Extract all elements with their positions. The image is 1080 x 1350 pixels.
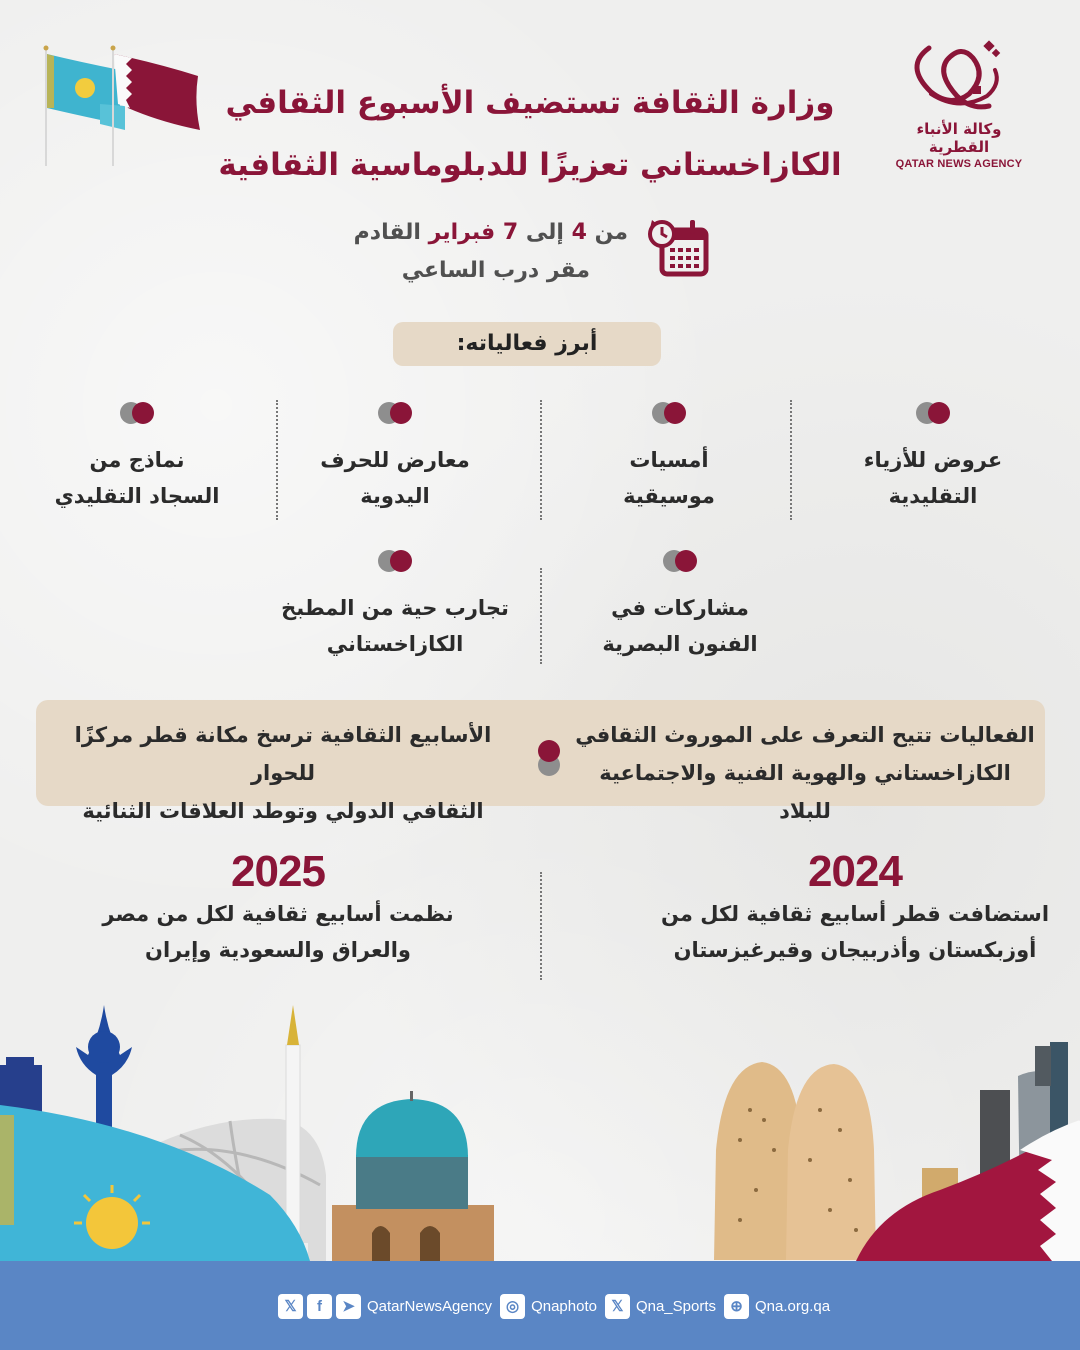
web-icon[interactable]: ⊕ bbox=[724, 1294, 749, 1319]
divider bbox=[276, 400, 278, 520]
highlight-item bbox=[555, 550, 805, 662]
year-desc-2: أوزبكستان وأذربيجان وقيرغيزستان bbox=[673, 938, 1037, 962]
highlights-heading: أبرز فعالياته: bbox=[393, 322, 661, 366]
highlight-text-2: الكازاخستاني bbox=[326, 632, 464, 656]
divider bbox=[540, 400, 542, 520]
bullet-dots-icon bbox=[378, 402, 412, 424]
info-text-right bbox=[570, 716, 1040, 830]
highlight-item bbox=[12, 402, 262, 514]
highlight-text-1: مشاركات في bbox=[611, 596, 749, 620]
calendar-clock-icon bbox=[648, 218, 710, 280]
highlight-text-2: التقليدية bbox=[888, 484, 978, 508]
date-end: 7 bbox=[502, 220, 519, 245]
flags-illustration bbox=[40, 44, 205, 166]
highlight-text-1: تجارب حية من المطبخ bbox=[281, 596, 509, 620]
x-icon[interactable]: 𝕏 bbox=[605, 1294, 630, 1319]
qna-logo-icon bbox=[909, 36, 1009, 116]
info-left-line-1: الأسابيع الثقافية ترسخ مكانة قطر مركزًا للحوار bbox=[74, 723, 492, 785]
event-date-venue bbox=[353, 218, 720, 293]
info-right-line-2: الكازاخستاني والهوية الفنية والاجتماعية للبلاد bbox=[599, 761, 1011, 823]
page-title bbox=[200, 72, 860, 196]
event-date bbox=[354, 220, 628, 245]
highlight-text-2: اليدوية bbox=[360, 484, 430, 508]
qna-logo bbox=[884, 36, 1034, 170]
telegram-icon[interactable]: ➤ bbox=[336, 1294, 361, 1319]
bullet-dots-icon bbox=[538, 740, 560, 776]
highlight-item bbox=[544, 402, 794, 514]
logo-english-text: QATAR NEWS AGENCY bbox=[895, 158, 1023, 170]
bullet-dots-icon bbox=[663, 550, 697, 572]
social-handle-qatarnewsagency[interactable]: QatarNewsAgency bbox=[367, 1297, 493, 1315]
info-text-left bbox=[44, 716, 522, 830]
kazakhstan-landmarks-illustration bbox=[0, 995, 540, 1261]
social-handle-qnaphoto[interactable]: Qnaphoto bbox=[531, 1297, 597, 1315]
event-venue: مقر درب الساعي bbox=[401, 258, 590, 283]
facebook-icon[interactable]: f bbox=[307, 1294, 332, 1319]
date-start: 4 bbox=[571, 220, 587, 245]
highlight-item bbox=[808, 402, 1058, 514]
date-mid: إلى bbox=[525, 220, 564, 245]
highlight-text-1: نماذج من bbox=[89, 448, 185, 472]
divider bbox=[540, 568, 542, 664]
bullet-dots-icon bbox=[916, 402, 950, 424]
date-suffix: القادم bbox=[353, 220, 421, 245]
bullet-dots-icon bbox=[120, 402, 154, 424]
instagram-icon[interactable]: ◎ bbox=[500, 1294, 525, 1319]
year-label: 2024 bbox=[808, 847, 902, 896]
timeline-2024 bbox=[640, 848, 1070, 968]
highlight-text-1: أمسيات bbox=[629, 448, 709, 472]
year-desc-2: والعراق والسعودية وإيران bbox=[145, 938, 411, 962]
year-label: 2025 bbox=[231, 847, 325, 896]
highlight-item bbox=[270, 402, 520, 514]
info-left-line-2: الثقافي الدولي وتوطد العلاقات الثنائية bbox=[82, 799, 484, 823]
bullet-dots-icon bbox=[652, 402, 686, 424]
x-icon[interactable]: 𝕏 bbox=[278, 1294, 303, 1319]
title-line-1: وزارة الثقافة تستضيف الأسبوع الثقافي bbox=[225, 85, 835, 121]
highlight-text-1: عروض للأزياء bbox=[863, 448, 1003, 472]
social-links bbox=[278, 1293, 834, 1319]
date-month: فبراير bbox=[428, 220, 496, 245]
bullet-dots-icon bbox=[378, 550, 412, 572]
year-desc-1: استضافت قطر أسابيع ثقافية لكل من bbox=[660, 902, 1050, 926]
social-handle-qna-sports[interactable]: Qna_Sports bbox=[635, 1297, 716, 1315]
date-prefix: من bbox=[594, 220, 628, 245]
divider bbox=[540, 872, 542, 980]
highlight-text-2: موسيقية bbox=[623, 484, 715, 508]
highlight-text-1: معارض للحرف bbox=[320, 448, 470, 472]
timeline-2025 bbox=[70, 848, 486, 968]
logo-arabic-text: وكالة الأنباء القطرية bbox=[916, 120, 1002, 156]
footer-bar bbox=[0, 1261, 1080, 1350]
highlight-text-2: السجاد التقليدي bbox=[54, 484, 220, 508]
info-right-line-1: الفعاليات تتيح التعرف على الموروث الثقافي bbox=[575, 723, 1035, 747]
highlight-text-2: الفنون البصرية bbox=[602, 632, 758, 656]
website-link[interactable]: Qna.org.qa bbox=[755, 1297, 831, 1315]
qatar-landmarks-illustration bbox=[680, 1020, 1080, 1261]
year-desc-1: نظمت أسابيع ثقافية لكل من مصر bbox=[102, 902, 454, 926]
highlight-item bbox=[270, 550, 520, 662]
title-line-2: الكازاخستاني تعزيزًا للدبلوماسية الثقافية bbox=[218, 147, 842, 183]
